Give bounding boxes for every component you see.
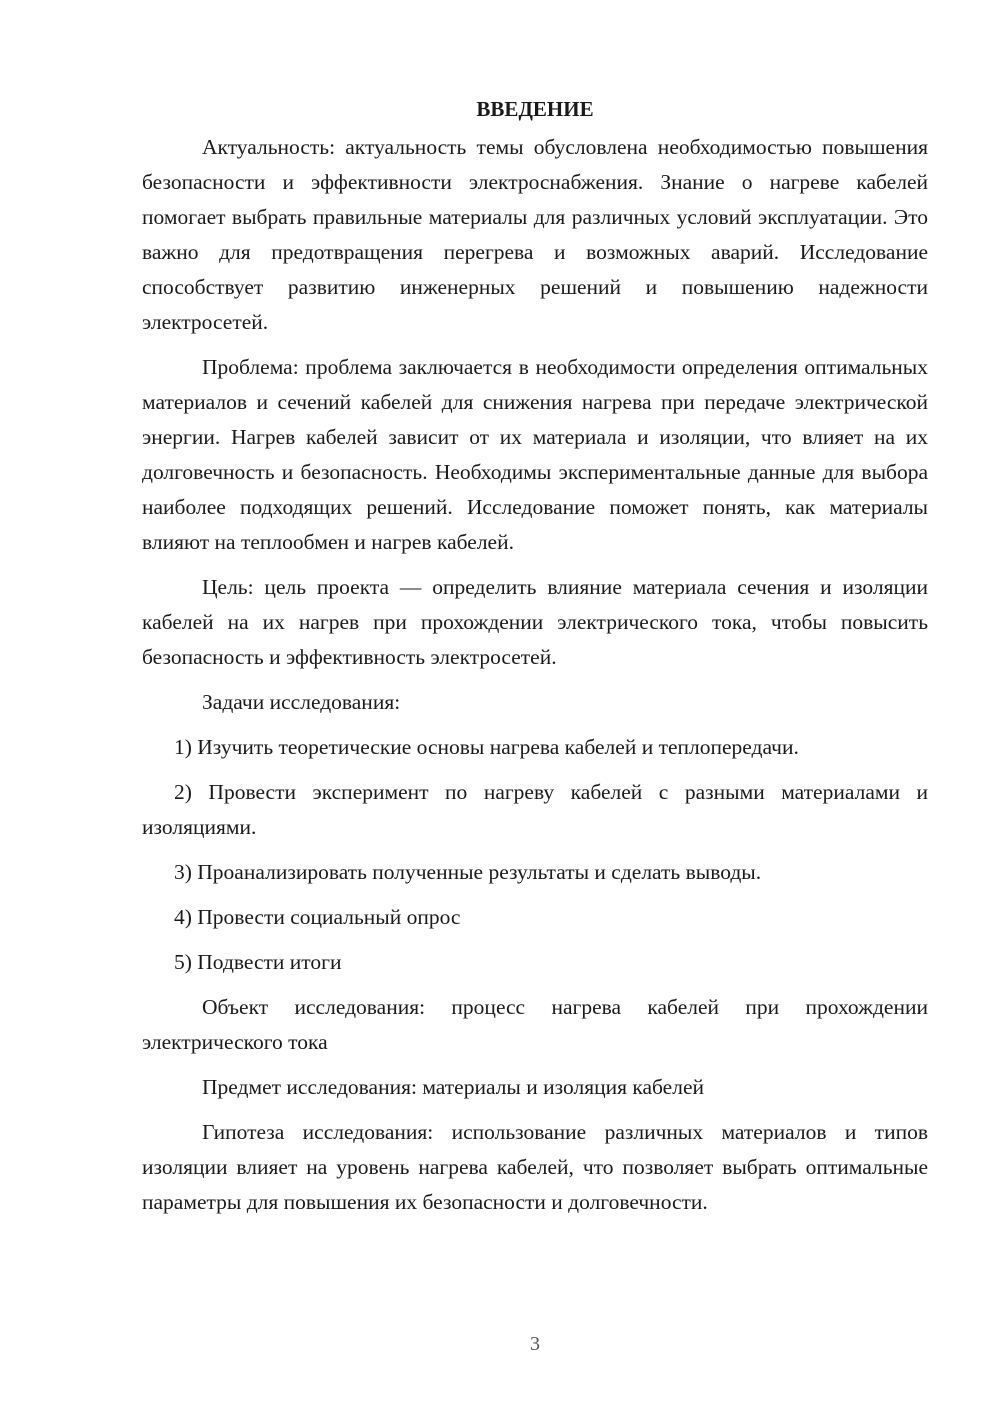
paragraph-tasks-heading: Задачи исследования: (202, 690, 401, 714)
page-heading: ВВЕДЕНИЕ (476, 97, 594, 121)
paragraph-hypothesis: Гипотеза исследования: использование различных материалов и типов изоляции влияет на уровень нагрева кабелей, что позволяет выбрать оптимальные параметры для повышения их безопасности и долговечности. (142, 1120, 928, 1214)
document-page (142, 92, 928, 1230)
paragraph-subject: Предмет исследования: материалы и изоляция кабелей (202, 1075, 704, 1099)
task-item-1: 1) Изучить теоретические основы нагрева кабелей и теплопередачи. (174, 735, 799, 759)
paragraph-goal: Цель: цель проекта — определить влияние материала сечения и изоляции кабелей на их нагрев при прохождении электрического тока, чтобы повысить безопасность и эффективность электросетей. (142, 575, 928, 669)
paragraph-object: Объект исследования: процесс нагрева кабелей при прохождении электрического тока (142, 995, 928, 1054)
paragraph-relevance: Актуальность: актуальность темы обусловлена необходимостью повышения безопасности и эффективности электроснабжения. Знание о нагреве кабелей помогает выбрать правильные материалы для различных условий эксплуатации. Это важно для предотвращения перегрева и возможных аварий. Исследование способствует развитию инженерных решений и повышению надежности электросетей. (142, 135, 928, 334)
task-item-2: 2) Провести эксперимент по нагреву кабелей с разными материалами и изоляциями. (142, 780, 928, 839)
task-item-5: 5) Подвести итоги (174, 950, 342, 974)
paragraph-problem: Проблема: проблема заключается в необходимости определения оптимальных материалов и сечений кабелей для снижения нагрева при передаче электрической энергии. Нагрев кабелей зависит от их материала и изоляции, что влияет на их долговечность и безопасность. Необходимы экспериментальные данные для выбора наиболее подходящих решений. Исследование поможет понять, как материалы влияют на теплообмен и нагрев кабелей. (142, 355, 928, 554)
task-item-3: 3) Проанализировать полученные результаты и сделать выводы. (174, 860, 762, 884)
task-item-4: 4) Провести социальный опрос (174, 905, 461, 929)
page-number: 3 (530, 1333, 540, 1355)
